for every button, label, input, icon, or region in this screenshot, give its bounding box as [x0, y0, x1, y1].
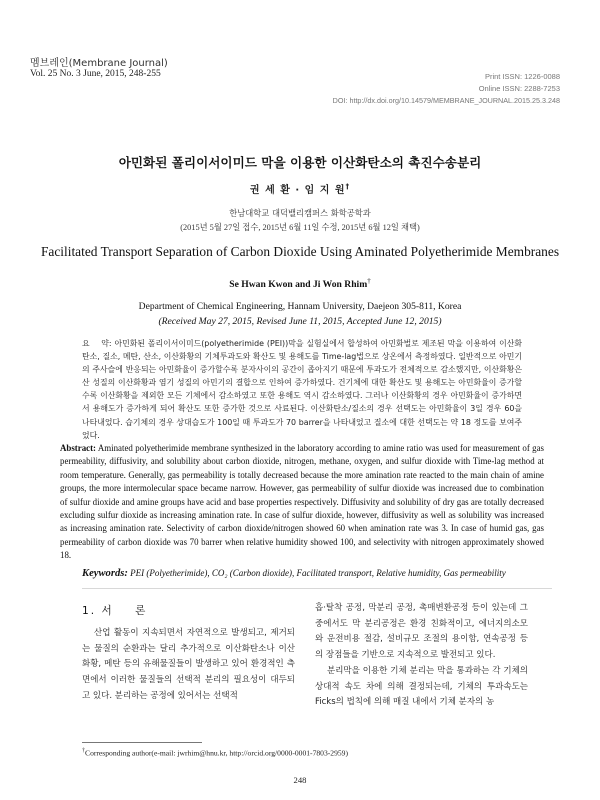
- korean-title: 아민화된 폴리이서이미드 막을 이용한 이산화탄소의 촉진수송분리: [118, 155, 482, 170]
- footnote-mark: †: [82, 748, 85, 754]
- body-right-column: [315, 601, 528, 711]
- keywords-text: PEI (Polyetherimide), CO₂ (Carbon dioxide), Facilitated transport, Relative humidity, Gas permeability: [130, 568, 506, 578]
- english-title: Facilitated Transport Separation of Carbon Dioxide Using Aminated Polyetherimide Membranes: [40, 244, 560, 259]
- korean-author-names: 권 세 환 · 임 지 원: [249, 185, 346, 196]
- keywords-label: Keywords:: [82, 568, 128, 579]
- english-affiliation: Department of Chemical Engineering, Hannam University, Daejeon 305-811, Korea: [138, 301, 462, 312]
- korean-affiliation: 한남대학교 대덕밸리캠퍼스 화학공학과: [229, 208, 371, 218]
- online-issn: Online ISSN: 2288-7253: [478, 84, 560, 93]
- korean-abstract: [82, 337, 522, 442]
- doi-link[interactable]: DOI: http://dx.doi.org/10.14579/MEMBRANE_JOURNAL.2015.25.3.248: [332, 96, 560, 105]
- english-authors: [0, 277, 600, 290]
- korean-abstract-text: 아민화된 폴리이서이미드(polyetherimide (PEI))막을 실험실에서 합성하여 아민화벌로 제조된 막을 이용하여 이산화탄소, 질소, 메탄, 산소, 이산화황의 기체투과도와 확산도 및 용해도를 Time-lag법으로 상온에서 측정하였다. 일반적으로 아민기의 주사슬에 반응되는 아민화율이 증가할수록 분자사이의 공간이 좁아지기 때문에 투과도가 전체적으로 감소했지만, 이산화황은 산 성질의 이산화황과 염기 성질의 아민기의 결합으로 인하여 증가하였다. 건기체에 대한 확산도 및 용해도는 아민화율이 증가할수록 이산화황을 제외한 모든 기체에서 감소하였고 또한 용해도 역시 감소하였다. 그러나 이산화황의 경우 아민화율이 증가하면서 용해도가 증가하게 되어 확산도 또한 증가한 것으로 사료된다. 이산화탄소/질소의 경우 선택도는 아민화율이 3일 경우 60을 나타내었다. 습기체의 경우 상대습도가 100일 때 투과도가 70 barrer을 나타내었고 질소에 대한 선택도는 약 18 정도를 보여주었다.: [82, 339, 522, 440]
- keywords: [82, 568, 552, 579]
- author-mark: †: [345, 182, 351, 191]
- footnote: [82, 748, 348, 758]
- body-right-paragraph-2: 분리막을 이용한 기체 분리는 막을 통과하는 각 기체의 상대적 속도 차에 의해 결정되는데, 기체의 투과속도는 Ficks의 법칙에 의해 매질 내에서 기체 분자의 농: [315, 665, 528, 708]
- page-number: 248: [293, 775, 307, 785]
- section-divider: [82, 588, 552, 589]
- body-left-column: 산업 활동이 지속되면서 자연적으로 발생되고, 제거되는 물질의 순환과는 달리 추가적으로 이산화탄소나 이산화황, 메탄 등의 유해물질들이 발생하고 있어 환경적인 측면에서 이러한 물질들의 선택적 분리의 필요성이 대두되고 있다. 분리하는 공정에 있어서는 선택적: [82, 628, 295, 701]
- korean-abstract-label: 요 약:: [82, 339, 112, 348]
- english-abstract: [60, 442, 544, 563]
- body-right-paragraph-1: 흡·탈착 공정, 막분리 공정, 촉매변환공정 등이 있는데 그중에서도 막 분리공정은 환경 친화적이고, 에너지의소모와 운전비용 절감, 설비규모 조절의 용이함, 연속공정 등의 장점들을 기반으로 지속적으로 발전되고 있다.: [315, 603, 528, 661]
- korean-dates: (2015년 5월 27일 접수, 2015년 6월 11일 수정, 2015년 6월 12일 채택): [180, 223, 420, 232]
- footnote-rule: [82, 742, 202, 743]
- journal-volume: Vol. 25 No. 3 June, 2015, 248-255: [30, 69, 161, 79]
- english-author-mark: †: [367, 277, 371, 285]
- section-title: 1. 서 론: [82, 605, 148, 617]
- footnote-text: Corresponding author(e-mail: jwrhim@hnu.kr, http://orcid.org/0000-0001-7803-2959): [85, 748, 349, 758]
- english-abstract-text: Aminated polyetherimide membrane synthesized in the laboratory according to amine ratio was used for measurement of gas permeability, diffusivity, and solubility about carbon dioxide, nitrogen, methane, oxygen, and sulfur dioxide with Time-lag method at room temperature. Generally, gas permeability is totally decreased because the more amination rate reacted to the main chain of amine groups, the more intermolecular space became narrow. However, gas permeability of sulfur dioxide was increased due to combination of sulfur dioxide and amine groups have acid and base properties respectively. Diffusivity and solubility of dry gas are totally decreased excluding sulfur dioxide as increasing amination rate. In case of sulfur dioxide, however, diffusivity as well as solubility was increased as increasing amination rate. Selectivity of carbon dioxide/nitrogen showed 60 when amination rate was 3. In case of humid gas, gas permeability of carbon dioxide was 70 barrer when relative humidity showed 100, and selectivity with nitrogen approximately showed 18.: [60, 443, 544, 561]
- english-abstract-label: Abstract:: [60, 443, 96, 453]
- journal-name: 멤브레인(Membrane Journal): [30, 58, 168, 69]
- print-issn: Print ISSN: 1226-0088: [484, 72, 560, 81]
- english-dates: (Received May 27, 2015, Revised June 11, 2015, Accepted June 12, 2015): [158, 316, 442, 327]
- korean-authors: [0, 181, 600, 196]
- english-author-names: Se Hwan Kwon and Ji Won Rhim: [229, 279, 368, 291]
